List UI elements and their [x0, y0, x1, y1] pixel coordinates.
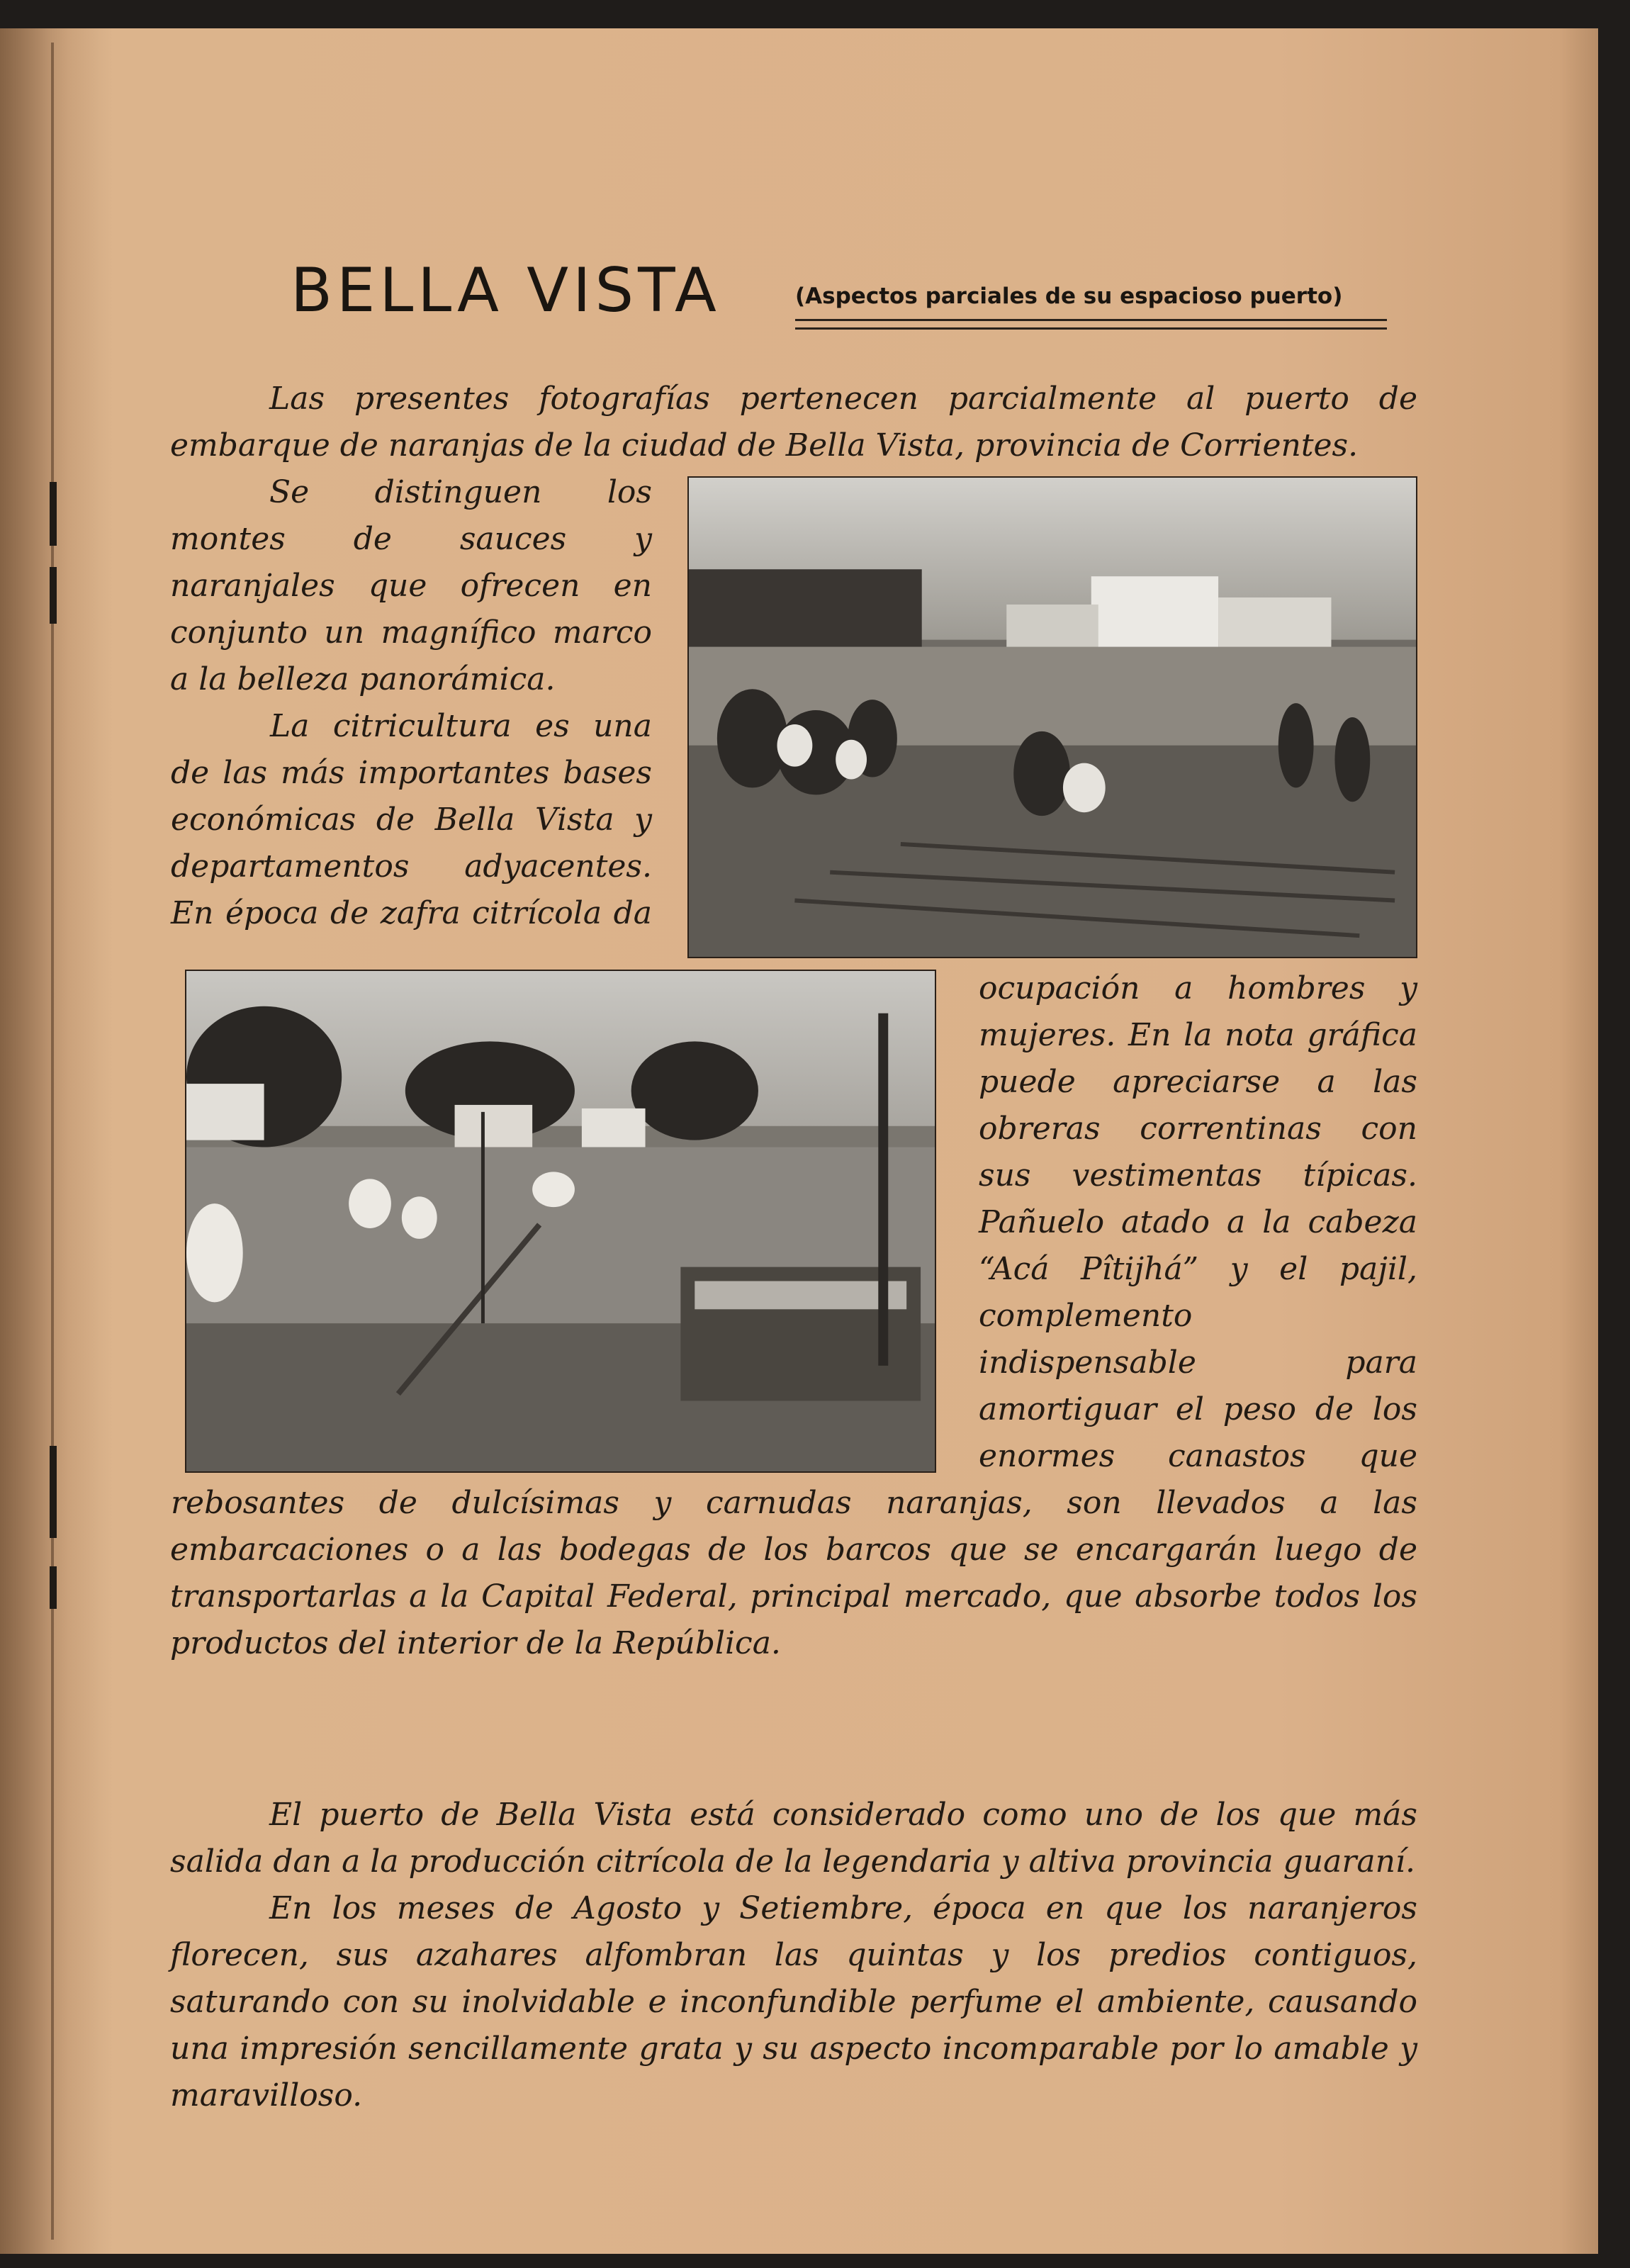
paragraph: El puerto de Bella Vista está considerado como uno de los que más salida dan a la producción citrícola de la legendaria y altiva provincia guaraní. [170, 1797, 1417, 1880]
binding-mark [50, 482, 57, 546]
article-body [170, 376, 1417, 1729]
binding-mark [50, 1446, 57, 1538]
subtitle-rule [795, 327, 1387, 330]
paragraph: En los meses de Agosto y Setiembre, época en que los naranjeros florecen, sus azahares alfombran las quintas y los predios contiguos, saturando con su inolvidable e inconfundible perfume el ambiente, causando una impresión sencillamente grata y su aspecto incomparable por lo amable y maravilloso. [170, 1890, 1417, 2113]
page-title: BELLA VISTA [291, 255, 721, 326]
article-body-continued [170, 1792, 1417, 2146]
page-spine-shadow [0, 28, 113, 2254]
binding-line [51, 43, 54, 2240]
binding-mark [50, 1566, 57, 1609]
page-subtitle: (Aspectos parciales de su espacioso puerto) [795, 284, 1343, 309]
paragraph: Se distinguen los montes de sauces y naranjales que ofrecen en conjunto un magnífico marco a la belleza panorámica. [170, 474, 652, 697]
paragraph: Las presentes fotografías pertenecen parcialmente al puerto de embarque de naranjas de la ciudad de Bella Vista, provincia de Corrientes. [170, 381, 1417, 464]
port-photo-1 [687, 476, 1417, 958]
port-workers-photo [687, 476, 1417, 958]
binding-mark [50, 567, 57, 624]
port-boats-photo [185, 970, 936, 1473]
port-photo-2 [185, 970, 936, 1473]
subtitle-rule [795, 319, 1387, 321]
paragraph: La citricultura es una de las más importantes bases económicas de Bella Vista y departamentos adyacentes. En época de zafra citrícola da ocupación a hombres y mujeres. En la nota gráfica puede apreciarse a las obreras correntinas con sus vestimentas típicas. Pañuelo atado a la cabeza “Acá Pîtijhá” y el pajil, complemento indispensable para amortiguar el peso de los enormes canastos que rebosantes de dulcísimas y carnudas naranjas, son llevados a las embarcaciones o a las bodegas de los barcos que se encargarán luego de transportarlas a la Capital Federal, principal mercado, que absorbe todos los productos del interior de la República. [170, 708, 1417, 1661]
